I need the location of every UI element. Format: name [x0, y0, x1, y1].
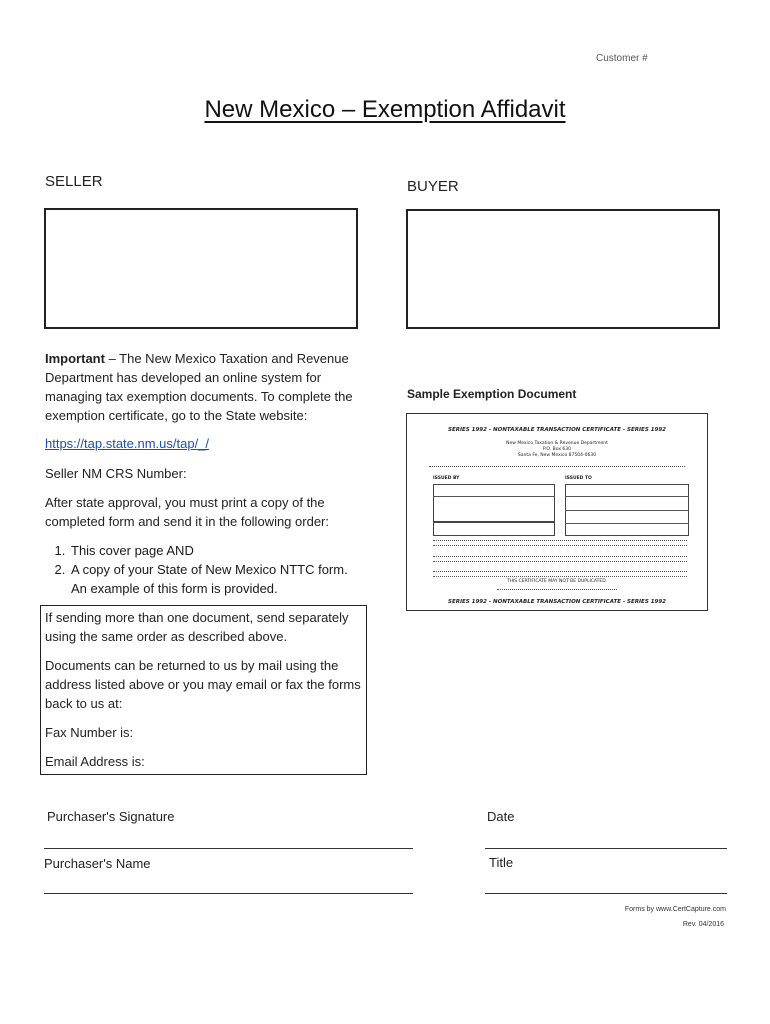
sample-series-bottom: SERIES 1992 - NONTAXABLE TRANSACTION CERTIFICATE - SERIES 1992	[447, 599, 666, 605]
date-line[interactable]	[485, 848, 727, 849]
sample-grid-line	[565, 510, 689, 511]
sample-nttc-image	[406, 413, 708, 611]
sample-signature-cell	[433, 522, 555, 536]
page-title: New Mexico – Exemption Affidavit	[204, 96, 566, 123]
forms-by-credit: Forms by www.CertCapture.com	[624, 906, 726, 913]
seller-info-box[interactable]	[44, 208, 358, 329]
important-text: – The New Mexico Taxation and Revenue Department has developed an online system for managing tax exemption documents. To complete the exemption certificate, go to the State website:	[45, 351, 353, 423]
sample-text-line	[433, 556, 687, 557]
sample-issued-to: ISSUED TO	[565, 476, 592, 481]
sample-checkbox-row	[429, 466, 685, 467]
sample-grid-line	[565, 496, 689, 497]
state-website-link[interactable]: https://tap.state.nm.us/tap/_/	[45, 436, 210, 451]
step-item: 2. A copy of your State of New Mexico NTTC form. An example of this form is provided.	[69, 560, 365, 598]
important-label: Important	[45, 351, 105, 366]
email-address-label: Email Address is:	[45, 754, 145, 769]
sample-grid-line	[565, 523, 689, 524]
return-methods-note: Documents can be returned to us by mail using the address listed above or you may email or fax the forms back to us at:	[45, 658, 361, 711]
steps-list	[45, 541, 365, 598]
sample-text-line	[433, 561, 687, 562]
return-instructions-box	[40, 605, 367, 775]
title-label: Title	[489, 855, 514, 870]
sample-issued-by: ISSUED BY	[433, 476, 460, 481]
separate-documents-note: If sending more than one document, send separately using the same order as described above.	[45, 610, 349, 644]
after-approval-text: After state approval, you must print a copy of the completed form and send it in the following order:	[45, 495, 329, 529]
fax-number-label: Fax Number is:	[45, 725, 134, 740]
sample-dept: New Mexico Taxation & Revenue Department	[506, 441, 608, 446]
purchaser-name-label: Purchaser's Name	[44, 856, 151, 871]
date-label: Date	[487, 809, 515, 824]
sample-text-line	[433, 576, 687, 577]
sample-text-line	[433, 545, 687, 546]
sample-series-top: SERIES 1992 - NONTAXABLE TRANSACTION CERTIFICATE - SERIES 1992	[447, 427, 666, 433]
title-line[interactable]	[485, 893, 727, 894]
buyer-info-box[interactable]	[406, 209, 720, 329]
customer-number-label: Customer #	[596, 53, 648, 64]
sample-issued-by-grid	[433, 484, 555, 522]
important-paragraph	[45, 349, 365, 425]
step-item: 1. This cover page AND	[69, 541, 365, 560]
purchaser-signature-line[interactable]	[44, 848, 413, 849]
seller-label: SELLER	[45, 173, 103, 190]
sample-po: P.O. Box 630	[542, 447, 572, 452]
sample-text-line	[497, 589, 617, 590]
revision-date: Rev. 04/2016	[682, 921, 724, 928]
sample-grid-line	[433, 496, 555, 497]
seller-crs-number-label: Seller NM CRS Number:	[45, 466, 187, 481]
buyer-label: BUYER	[407, 178, 459, 195]
sample-city: Santa Fe, New Mexico 87504-0630	[517, 453, 597, 458]
sample-document-heading: Sample Exemption Document	[407, 387, 577, 401]
sample-text-line	[433, 571, 687, 572]
purchaser-name-line[interactable]	[44, 893, 413, 894]
sample-text-line	[433, 540, 687, 541]
purchaser-signature-label: Purchaser's Signature	[47, 809, 175, 824]
sample-not-duplicated: THIS CERTIFICATE MAY NOT BE DUPLICATED.	[506, 579, 608, 584]
